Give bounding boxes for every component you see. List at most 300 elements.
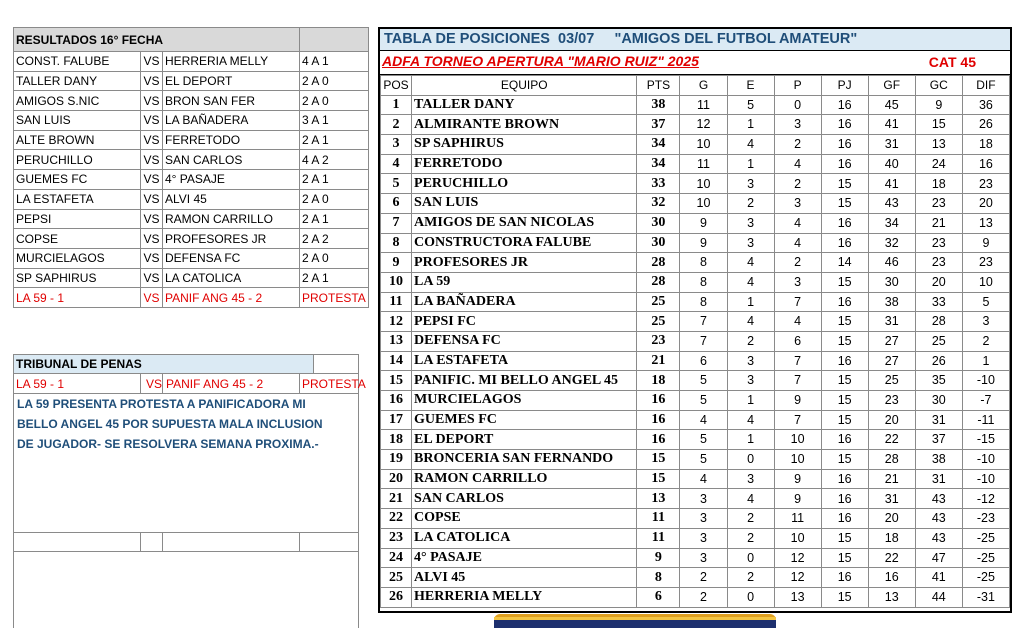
standings-cell-team: MURCIELAGOS bbox=[412, 391, 637, 411]
standings-cell-pj: 15 bbox=[821, 331, 868, 351]
standings-cell-pos: 21 bbox=[381, 489, 412, 509]
standings-subheader bbox=[380, 51, 1010, 75]
standings-cell-pj: 15 bbox=[821, 548, 868, 568]
standings-cell-e: 3 bbox=[727, 233, 774, 253]
standings-cell-pj: 16 bbox=[821, 115, 868, 135]
standings-row bbox=[381, 391, 1010, 411]
standings-cell-dif: 13 bbox=[962, 213, 1009, 233]
result-home-team: GUEMES FC bbox=[14, 170, 141, 190]
standings-cell-pts: 33 bbox=[637, 174, 680, 194]
standings-cell-p: 4 bbox=[774, 213, 821, 233]
standings-cell-gf: 27 bbox=[868, 351, 915, 371]
standings-cell-pos: 16 bbox=[381, 391, 412, 411]
standings-row bbox=[381, 213, 1010, 233]
standings-cell-gf: 32 bbox=[868, 233, 915, 253]
tournament-name: ADFA TORNEO APERTURA "MARIO RUIZ" 2025 bbox=[382, 53, 699, 69]
result-home-team: LA 59 - 1 bbox=[14, 288, 141, 308]
standings-row bbox=[381, 194, 1010, 214]
standings-row bbox=[381, 331, 1010, 351]
standings-cell-g: 8 bbox=[680, 253, 727, 273]
standings-row bbox=[381, 351, 1010, 371]
standings-cell-pts: 34 bbox=[637, 154, 680, 174]
standings-cell-pj: 15 bbox=[821, 450, 868, 470]
standings-cell-e: 5 bbox=[727, 95, 774, 115]
standings-cell-team: HERRERIA MELLY bbox=[412, 587, 637, 607]
standings-cell-pj: 14 bbox=[821, 253, 868, 273]
standings-cell-gf: 41 bbox=[868, 115, 915, 135]
standings-cell-p: 7 bbox=[774, 292, 821, 312]
standings-cell-g: 11 bbox=[680, 154, 727, 174]
standings-cell-dif: 2 bbox=[962, 331, 1009, 351]
standings-cell-team: COPSE bbox=[412, 509, 637, 529]
result-away-team: SAN CARLOS bbox=[163, 150, 300, 170]
standings-cell-dif: 23 bbox=[962, 174, 1009, 194]
standings-cell-pj: 16 bbox=[821, 568, 868, 588]
result-home-team: CONST. FALUBE bbox=[14, 52, 141, 72]
result-vs: VS bbox=[141, 52, 163, 72]
standings-cell-dif: 10 bbox=[962, 272, 1009, 292]
standings-table bbox=[380, 75, 1010, 608]
standings-cell-e: 3 bbox=[727, 213, 774, 233]
standings-cell-e: 3 bbox=[727, 371, 774, 391]
standings-cell-gc: 43 bbox=[915, 509, 962, 529]
result-score: 2 A 1 bbox=[300, 268, 369, 288]
results-header-blank bbox=[300, 28, 369, 52]
standings-cell-p: 7 bbox=[774, 410, 821, 430]
standings-cell-gc: 37 bbox=[915, 430, 962, 450]
standings-cell-p: 10 bbox=[774, 450, 821, 470]
standings-cell-gf: 30 bbox=[868, 272, 915, 292]
standings-cell-gc: 9 bbox=[915, 95, 962, 115]
result-row bbox=[14, 111, 369, 131]
standings-cell-e: 1 bbox=[727, 292, 774, 312]
standings-cell-pts: 32 bbox=[637, 194, 680, 214]
standings-cell-pos: 19 bbox=[381, 450, 412, 470]
standings-cell-team: AMIGOS DE SAN NICOLAS bbox=[412, 213, 637, 233]
standings-row bbox=[381, 115, 1010, 135]
standings-row bbox=[381, 430, 1010, 450]
tribunal-note-line: BELLO ANGEL 45 POR SUPUESTA MALA INCLUSION bbox=[17, 417, 323, 431]
result-score: 2 A 2 bbox=[300, 229, 369, 249]
standings-cell-pj: 15 bbox=[821, 174, 868, 194]
standings-cell-pos: 25 bbox=[381, 568, 412, 588]
standings-cell-e: 1 bbox=[727, 154, 774, 174]
standings-row bbox=[381, 489, 1010, 509]
standings-cell-gc: 31 bbox=[915, 410, 962, 430]
tribunal-header-blank bbox=[314, 354, 359, 374]
standings-cell-team: PEPSI FC bbox=[412, 312, 637, 332]
standings-cell-p: 10 bbox=[774, 528, 821, 548]
standings-cell-gc: 28 bbox=[915, 312, 962, 332]
standings-cell-pj: 16 bbox=[821, 489, 868, 509]
standings-cell-gf: 31 bbox=[868, 135, 915, 155]
result-vs: VS bbox=[141, 189, 163, 209]
standings-cell-pos: 8 bbox=[381, 233, 412, 253]
standings-cell-pts: 15 bbox=[637, 450, 680, 470]
standings-cell-dif: 1 bbox=[962, 351, 1009, 371]
standings-cell-team: BRONCERIA SAN FERNANDO bbox=[412, 450, 637, 470]
standings-cell-team: SP SAPHIRUS bbox=[412, 135, 637, 155]
column-header-pos: POS bbox=[381, 76, 412, 96]
standings-cell-p: 4 bbox=[774, 312, 821, 332]
results-table bbox=[13, 27, 369, 308]
standings-cell-gf: 22 bbox=[868, 430, 915, 450]
column-header-pj: PJ bbox=[821, 76, 868, 96]
result-score: 4 A 2 bbox=[300, 150, 369, 170]
standings-cell-e: 3 bbox=[727, 174, 774, 194]
standings-cell-dif: 20 bbox=[962, 194, 1009, 214]
standings-cell-gf: 20 bbox=[868, 509, 915, 529]
standings-cell-g: 3 bbox=[680, 528, 727, 548]
standings-cell-dif: -10 bbox=[962, 450, 1009, 470]
tribunal-divider bbox=[140, 533, 141, 551]
standings-cell-pos: 14 bbox=[381, 351, 412, 371]
standings-cell-team: ALVI 45 bbox=[412, 568, 637, 588]
standings-cell-team: GUEMES FC bbox=[412, 410, 637, 430]
standings-cell-e: 2 bbox=[727, 194, 774, 214]
standings-cell-pj: 16 bbox=[821, 509, 868, 529]
standings-cell-p: 3 bbox=[774, 115, 821, 135]
result-score: 4 A 1 bbox=[300, 52, 369, 72]
tribunal-divider bbox=[299, 374, 300, 393]
result-score: 2 A 1 bbox=[300, 170, 369, 190]
standings-cell-g: 4 bbox=[680, 469, 727, 489]
result-score: 2 A 0 bbox=[300, 189, 369, 209]
standings-cell-p: 7 bbox=[774, 351, 821, 371]
standings-cell-pj: 15 bbox=[821, 528, 868, 548]
standings-cell-dif: -10 bbox=[962, 371, 1009, 391]
standings-cell-pts: 11 bbox=[637, 528, 680, 548]
standings-cell-g: 10 bbox=[680, 194, 727, 214]
standings-cell-p: 9 bbox=[774, 391, 821, 411]
standings-cell-pos: 17 bbox=[381, 410, 412, 430]
standings-row bbox=[381, 253, 1010, 273]
result-home-team: SP SAPHIRUS bbox=[14, 268, 141, 288]
standings-cell-team: EL DEPORT bbox=[412, 430, 637, 450]
standings-cell-team: LA CATOLICA bbox=[412, 528, 637, 548]
standings-cell-g: 10 bbox=[680, 174, 727, 194]
standings-cell-pos: 12 bbox=[381, 312, 412, 332]
standings-cell-g: 9 bbox=[680, 213, 727, 233]
standings-row bbox=[381, 568, 1010, 588]
result-away-team: EL DEPORT bbox=[163, 71, 300, 91]
result-row bbox=[14, 71, 369, 91]
standings-row bbox=[381, 95, 1010, 115]
column-header-equipo: EQUIPO bbox=[412, 76, 637, 96]
standings-cell-e: 4 bbox=[727, 272, 774, 292]
standings-cell-g: 5 bbox=[680, 371, 727, 391]
standings-cell-p: 13 bbox=[774, 587, 821, 607]
standings-cell-p: 2 bbox=[774, 253, 821, 273]
result-home-team: ALTE BROWN bbox=[14, 130, 141, 150]
standings-cell-g: 5 bbox=[680, 391, 727, 411]
standings-row bbox=[381, 233, 1010, 253]
tribunal-case-home: LA 59 - 1 bbox=[16, 377, 65, 391]
standings-cell-e: 2 bbox=[727, 568, 774, 588]
standings-cell-pj: 16 bbox=[821, 154, 868, 174]
standings-cell-dif: 5 bbox=[962, 292, 1009, 312]
standings-cell-g: 8 bbox=[680, 272, 727, 292]
standings-cell-team: DEFENSA FC bbox=[412, 331, 637, 351]
standings-cell-g: 3 bbox=[680, 548, 727, 568]
standings-cell-e: 3 bbox=[727, 469, 774, 489]
standings-row bbox=[381, 410, 1010, 430]
standings-cell-e: 3 bbox=[727, 351, 774, 371]
standings-cell-gf: 34 bbox=[868, 213, 915, 233]
result-row bbox=[14, 209, 369, 229]
column-header-g: G bbox=[680, 76, 727, 96]
standings-cell-pts: 11 bbox=[637, 509, 680, 529]
standings-cell-gc: 43 bbox=[915, 528, 962, 548]
standings-cell-gf: 28 bbox=[868, 450, 915, 470]
standings-cell-pj: 16 bbox=[821, 213, 868, 233]
standings-cell-pj: 16 bbox=[821, 351, 868, 371]
tribunal-blank-row bbox=[14, 532, 359, 552]
standings-cell-pos: 5 bbox=[381, 174, 412, 194]
standings-cell-dif: -10 bbox=[962, 469, 1009, 489]
standings-row bbox=[381, 135, 1010, 155]
standings-cell-p: 4 bbox=[774, 233, 821, 253]
standings-cell-pos: 10 bbox=[381, 272, 412, 292]
standings-cell-pj: 16 bbox=[821, 135, 868, 155]
standings-cell-pos: 18 bbox=[381, 430, 412, 450]
result-row bbox=[14, 91, 369, 111]
standings-title: TABLA DE POSICIONES 03/07 "AMIGOS DEL FUTBOL AMATEUR" bbox=[380, 29, 1010, 51]
standings-cell-pj: 16 bbox=[821, 292, 868, 312]
result-away-team: DEFENSA FC bbox=[163, 248, 300, 268]
standings-cell-pts: 28 bbox=[637, 253, 680, 273]
result-score: 2 A 1 bbox=[300, 209, 369, 229]
standings-cell-team: PERUCHILLO bbox=[412, 174, 637, 194]
standings-cell-g: 7 bbox=[680, 331, 727, 351]
standings-cell-e: 1 bbox=[727, 391, 774, 411]
result-score: 3 A 1 bbox=[300, 111, 369, 131]
result-vs: VS bbox=[141, 91, 163, 111]
standings-cell-pos: 22 bbox=[381, 509, 412, 529]
standings-cell-gc: 18 bbox=[915, 174, 962, 194]
standings-cell-e: 1 bbox=[727, 430, 774, 450]
standings-cell-team: LA BAÑADERA bbox=[412, 292, 637, 312]
standings-cell-gc: 31 bbox=[915, 469, 962, 489]
standings-header-row bbox=[381, 76, 1010, 96]
standings-cell-pj: 15 bbox=[821, 371, 868, 391]
standings-row bbox=[381, 371, 1010, 391]
result-away-team: PROFESORES JR bbox=[163, 229, 300, 249]
standings-cell-gf: 21 bbox=[868, 469, 915, 489]
standings-cell-gf: 25 bbox=[868, 371, 915, 391]
standings-row bbox=[381, 469, 1010, 489]
standings-cell-pos: 15 bbox=[381, 371, 412, 391]
standings-cell-team: CONSTRUCTORA FALUBE bbox=[412, 233, 637, 253]
standings-cell-team: LA ESTAFETA bbox=[412, 351, 637, 371]
standings-cell-g: 5 bbox=[680, 450, 727, 470]
standings-cell-p: 12 bbox=[774, 548, 821, 568]
tribunal-divider bbox=[162, 374, 163, 393]
standings-cell-pj: 15 bbox=[821, 194, 868, 214]
standings-cell-pj: 15 bbox=[821, 312, 868, 332]
standings-cell-e: 1 bbox=[727, 115, 774, 135]
standings-cell-gc: 41 bbox=[915, 568, 962, 588]
standings-cell-e: 0 bbox=[727, 450, 774, 470]
standings-cell-team: TALLER DANY bbox=[412, 95, 637, 115]
standings-cell-pts: 25 bbox=[637, 312, 680, 332]
result-away-team: ALVI 45 bbox=[163, 189, 300, 209]
tribunal-divider bbox=[140, 374, 141, 393]
result-home-team: LA ESTAFETA bbox=[14, 189, 141, 209]
standings-cell-e: 4 bbox=[727, 312, 774, 332]
standings-row bbox=[381, 450, 1010, 470]
standings-cell-pos: 24 bbox=[381, 548, 412, 568]
result-vs: VS bbox=[141, 170, 163, 190]
standings-cell-e: 2 bbox=[727, 528, 774, 548]
standings-cell-gf: 31 bbox=[868, 489, 915, 509]
standings-cell-p: 9 bbox=[774, 489, 821, 509]
standings-cell-dif: 18 bbox=[962, 135, 1009, 155]
standings-cell-dif: 16 bbox=[962, 154, 1009, 174]
result-row bbox=[14, 189, 369, 209]
standings-cell-gc: 15 bbox=[915, 115, 962, 135]
category-label: CAT 45 bbox=[928, 54, 976, 70]
standings-cell-gf: 22 bbox=[868, 548, 915, 568]
standings-cell-p: 3 bbox=[774, 272, 821, 292]
result-row bbox=[14, 248, 369, 268]
standings-cell-pj: 15 bbox=[821, 391, 868, 411]
result-away-team: FERRETODO bbox=[163, 130, 300, 150]
standings-cell-p: 0 bbox=[774, 95, 821, 115]
standings-cell-p: 2 bbox=[774, 174, 821, 194]
standings-cell-team: LA 59 bbox=[412, 272, 637, 292]
result-vs: VS bbox=[141, 111, 163, 131]
standings-cell-g: 7 bbox=[680, 312, 727, 332]
standings-cell-pts: 23 bbox=[637, 331, 680, 351]
result-home-team: COPSE bbox=[14, 229, 141, 249]
result-home-team: TALLER DANY bbox=[14, 71, 141, 91]
standings-cell-pts: 13 bbox=[637, 489, 680, 509]
standings-cell-gc: 23 bbox=[915, 194, 962, 214]
standings-cell-e: 2 bbox=[727, 331, 774, 351]
standings-cell-pos: 1 bbox=[381, 95, 412, 115]
standings-cell-pj: 15 bbox=[821, 587, 868, 607]
result-vs: VS bbox=[141, 248, 163, 268]
standings-cell-gc: 30 bbox=[915, 391, 962, 411]
standings-cell-pos: 4 bbox=[381, 154, 412, 174]
result-vs: VS bbox=[141, 71, 163, 91]
tribunal-case-status: PROTESTA bbox=[302, 377, 366, 391]
standings-cell-p: 10 bbox=[774, 430, 821, 450]
standings-cell-e: 4 bbox=[727, 489, 774, 509]
standings-cell-dif: -12 bbox=[962, 489, 1009, 509]
result-vs: VS bbox=[141, 268, 163, 288]
result-away-team: HERRERIA MELLY bbox=[163, 52, 300, 72]
standings-cell-dif: 9 bbox=[962, 233, 1009, 253]
result-vs: VS bbox=[141, 288, 163, 308]
standings-row bbox=[381, 587, 1010, 607]
tribunal-case-vs: VS bbox=[146, 377, 163, 391]
standings-cell-dif: 23 bbox=[962, 253, 1009, 273]
standings-cell-gc: 44 bbox=[915, 587, 962, 607]
result-home-team: SAN LUIS bbox=[14, 111, 141, 131]
standings-cell-pts: 30 bbox=[637, 233, 680, 253]
standings-cell-gc: 23 bbox=[915, 253, 962, 273]
result-away-team: 4° PASAJE bbox=[163, 170, 300, 190]
standings-cell-g: 3 bbox=[680, 489, 727, 509]
standings-cell-p: 3 bbox=[774, 194, 821, 214]
result-row bbox=[14, 170, 369, 190]
result-home-team: PEPSI bbox=[14, 209, 141, 229]
standings-row bbox=[381, 528, 1010, 548]
standings-cell-dif: -31 bbox=[962, 587, 1009, 607]
standings-cell-p: 7 bbox=[774, 371, 821, 391]
standings-cell-gf: 27 bbox=[868, 331, 915, 351]
standings-cell-team: 4° PASAJE bbox=[412, 548, 637, 568]
column-header-pts: PTS bbox=[637, 76, 680, 96]
result-home-team: AMIGOS S.NIC bbox=[14, 91, 141, 111]
standings-cell-p: 11 bbox=[774, 509, 821, 529]
standings-body bbox=[381, 95, 1010, 607]
tribunal-divider bbox=[162, 533, 163, 551]
standings-cell-dif: -25 bbox=[962, 568, 1009, 588]
standings-cell-e: 4 bbox=[727, 253, 774, 273]
result-home-team: PERUCHILLO bbox=[14, 150, 141, 170]
result-score: 2 A 0 bbox=[300, 71, 369, 91]
standings-cell-pts: 15 bbox=[637, 469, 680, 489]
standings-cell-e: 4 bbox=[727, 135, 774, 155]
standings-cell-gc: 24 bbox=[915, 154, 962, 174]
result-score: 2 A 0 bbox=[300, 248, 369, 268]
standings-cell-gf: 41 bbox=[868, 174, 915, 194]
result-away-team: PANIF ANG 45 - 2 bbox=[163, 288, 300, 308]
standings-cell-pos: 11 bbox=[381, 292, 412, 312]
standings-cell-pos: 3 bbox=[381, 135, 412, 155]
standings-cell-pos: 9 bbox=[381, 253, 412, 273]
standings-cell-gc: 47 bbox=[915, 548, 962, 568]
column-header-p: P bbox=[774, 76, 821, 96]
result-row bbox=[14, 130, 369, 150]
standings-cell-e: 2 bbox=[727, 509, 774, 529]
standings-cell-p: 12 bbox=[774, 568, 821, 588]
result-vs: VS bbox=[141, 229, 163, 249]
standings-cell-gc: 43 bbox=[915, 489, 962, 509]
standings-cell-pts: 16 bbox=[637, 430, 680, 450]
standings-cell-dif: -25 bbox=[962, 548, 1009, 568]
tribunal-case-row bbox=[14, 374, 366, 394]
results-header: RESULTADOS 16° FECHA bbox=[14, 28, 300, 52]
standings-panel bbox=[378, 27, 1012, 613]
result-row bbox=[14, 52, 369, 72]
standings-row bbox=[381, 292, 1010, 312]
standings-row bbox=[381, 312, 1010, 332]
standings-cell-pts: 18 bbox=[637, 371, 680, 391]
result-row bbox=[14, 288, 369, 308]
standings-cell-team: ALMIRANTE BROWN bbox=[412, 115, 637, 135]
result-home-team: MURCIELAGOS bbox=[14, 248, 141, 268]
standings-cell-e: 0 bbox=[727, 587, 774, 607]
tribunal-case-away: PANIF ANG 45 - 2 bbox=[166, 377, 264, 391]
standings-cell-pj: 16 bbox=[821, 469, 868, 489]
standings-cell-team: PROFESORES JR bbox=[412, 253, 637, 273]
result-row bbox=[14, 150, 369, 170]
standings-cell-team: PANIFIC. MI BELLO ANGEL 45 bbox=[412, 371, 637, 391]
standings-cell-gc: 35 bbox=[915, 371, 962, 391]
standings-cell-pos: 2 bbox=[381, 115, 412, 135]
results-header-row bbox=[14, 28, 369, 52]
standings-cell-g: 6 bbox=[680, 351, 727, 371]
standings-cell-pj: 16 bbox=[821, 95, 868, 115]
tribunal-note bbox=[14, 394, 344, 526]
result-score: 2 A 1 bbox=[300, 130, 369, 150]
standings-cell-dif: -7 bbox=[962, 391, 1009, 411]
result-away-team: BRON SAN FER bbox=[163, 91, 300, 111]
